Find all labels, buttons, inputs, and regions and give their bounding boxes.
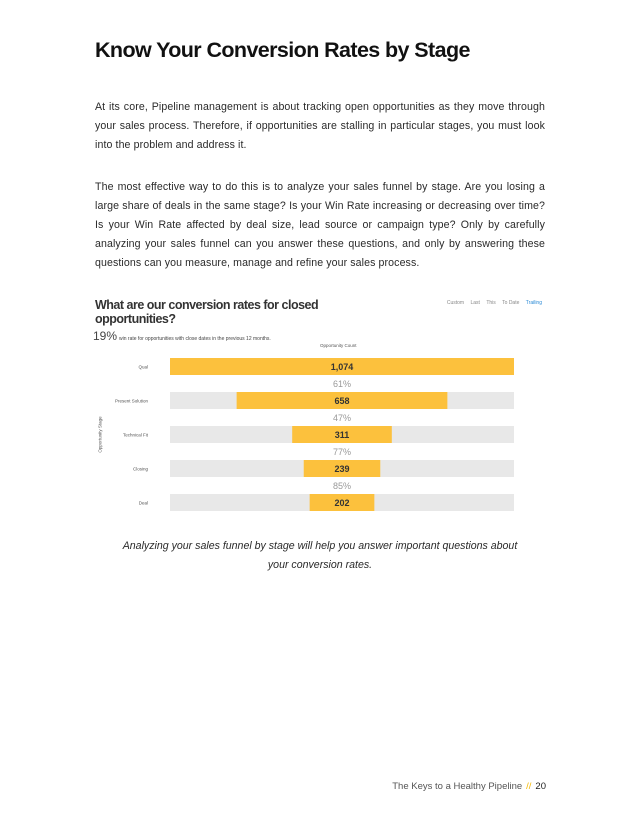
win-rate-text: win rate for opportunities with close dates in the previous 12 months.: [119, 336, 271, 342]
value-label: 239: [334, 464, 350, 474]
paragraph-analysis: The most effective way to do this is to analyze your sales funnel by stage. Are you losing a large share of deals in the same stage? Is your Win Rate increasing or decreasing over time? Is your Win Rate affected by deal size, lead source or campaign type? Only by carefully analyzing your sales funnel can you answer these questions, and only by answering these questions can you measure, manage and refine your sales process.: [95, 181, 545, 269]
value-label: 658: [334, 396, 350, 406]
tab-to-date[interactable]: To Date: [502, 300, 520, 306]
tab-this[interactable]: This: [486, 300, 496, 306]
category-label: Technical Fit: [122, 432, 148, 438]
page-footer: [392, 781, 546, 792]
value-label: 1,074: [330, 362, 354, 372]
conversion-rate-label: 47%: [332, 413, 352, 423]
page-number: 20: [535, 781, 546, 792]
chart-title: What are our conversion rates for closed opportunities?: [95, 298, 319, 326]
tab-last[interactable]: Last: [470, 300, 480, 306]
chart-y-axis-label: Opportunity Stage: [97, 416, 103, 453]
category-label: Deal: [138, 500, 148, 506]
category-label: Qual: [138, 364, 148, 370]
paragraph-intro: At its core, Pipeline management is about tracking open opportunities as they move through your sales process. Therefore, if opportunities are stalling in particular stages, you must look into the problem and address it.: [95, 101, 545, 151]
funnel-chart: [88, 292, 550, 520]
funnel-plot: [88, 292, 550, 520]
chart-x-axis-label: Opportunity Count: [320, 343, 357, 348]
value-label: 202: [334, 498, 350, 508]
tab-trailing[interactable]: Trailing: [525, 300, 542, 306]
category-label: Present Solution: [114, 398, 148, 404]
conversion-rate-label: 85%: [332, 481, 352, 491]
footer-title: The Keys to a Healthy Pipeline: [392, 781, 523, 792]
footer-separator: //: [526, 781, 532, 792]
page-heading: Know Your Conversion Rates by Stage: [95, 38, 470, 62]
category-label: Closing: [132, 466, 148, 472]
tab-custom[interactable]: Custom: [446, 300, 465, 306]
win-rate-value: 19%: [93, 329, 118, 343]
conversion-rate-label: 61%: [332, 379, 352, 389]
figure-caption: Analyzing your sales funnel by stage will help you answer important questions about your conversion rates.: [122, 540, 518, 571]
conversion-rate-label: 77%: [332, 447, 352, 457]
value-label: 311: [334, 430, 350, 440]
